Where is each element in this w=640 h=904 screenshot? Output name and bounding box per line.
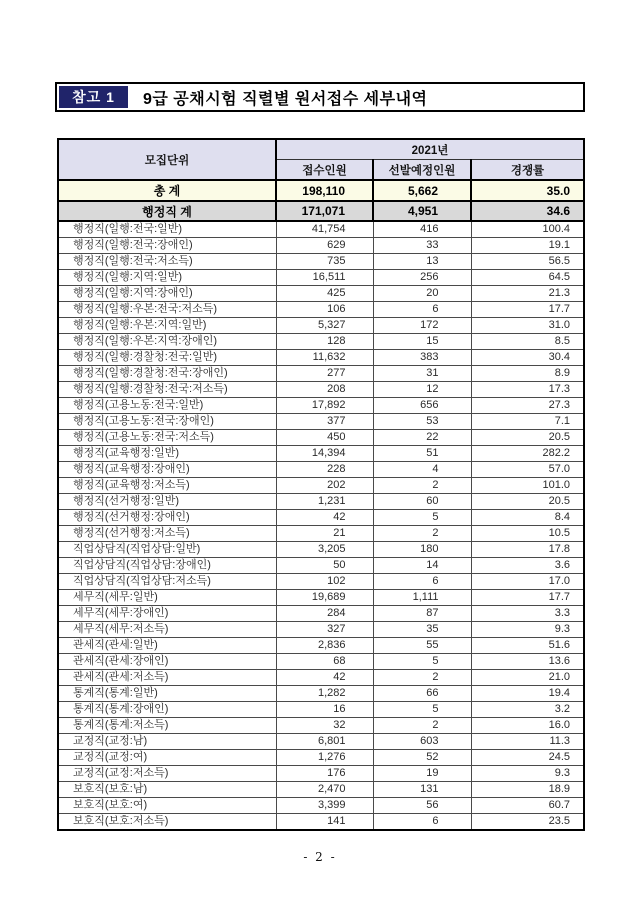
table-row [58, 180, 584, 201]
cell-unit: 세무직(세무:장애인) [58, 606, 276, 622]
table-row [58, 814, 584, 831]
cell-planned: 52 [373, 750, 471, 766]
cell-applicants: 21 [276, 526, 373, 542]
cell-unit: 보호직(보호:여) [58, 798, 276, 814]
col-header-applicants: 접수인원 [276, 160, 373, 181]
cell-ratio: 31.0 [471, 318, 584, 334]
table-row [58, 526, 584, 542]
cell-planned: 656 [373, 398, 471, 414]
cell-ratio: 16.0 [471, 718, 584, 734]
cell-planned: 20 [373, 286, 471, 302]
col-header-unit: 모집단위 [58, 139, 276, 180]
cell-ratio: 10.5 [471, 526, 584, 542]
cell-unit: 행정직(교육행정:저소득) [58, 478, 276, 494]
table-row [58, 510, 584, 526]
cell-ratio: 21.3 [471, 286, 584, 302]
table-row [58, 462, 584, 478]
cell-unit: 보호직(보호:남) [58, 782, 276, 798]
cell-applicants: 32 [276, 718, 373, 734]
cell-unit: 행정직(교육행정:일반) [58, 446, 276, 462]
table-body [58, 180, 584, 830]
table-row [58, 606, 584, 622]
cell-planned: 13 [373, 254, 471, 270]
table-header [58, 139, 584, 180]
cell-applicants: 425 [276, 286, 373, 302]
cell-ratio: 8.9 [471, 366, 584, 382]
cell-planned: 1,111 [373, 590, 471, 606]
cell-unit: 행정직 계 [58, 201, 276, 221]
cell-planned: 15 [373, 334, 471, 350]
cell-ratio: 21.0 [471, 670, 584, 686]
cell-applicants: 102 [276, 574, 373, 590]
table-row [58, 398, 584, 414]
cell-planned: 12 [373, 382, 471, 398]
cell-applicants: 208 [276, 382, 373, 398]
table-row [58, 702, 584, 718]
cell-planned: 2 [373, 526, 471, 542]
cell-planned: 35 [373, 622, 471, 638]
reference-badge: 참고 1 [59, 86, 128, 108]
cell-applicants: 17,892 [276, 398, 373, 414]
cell-applicants: 50 [276, 558, 373, 574]
recruitment-table [57, 138, 585, 831]
cell-ratio: 19.4 [471, 686, 584, 702]
cell-planned: 180 [373, 542, 471, 558]
col-header-planned: 선발예정인원 [373, 160, 471, 181]
cell-unit: 행정직(일행:전국:저소득) [58, 254, 276, 270]
cell-applicants: 141 [276, 814, 373, 831]
cell-unit: 통계직(통계:저소득) [58, 718, 276, 734]
cell-planned: 256 [373, 270, 471, 286]
cell-applicants: 68 [276, 654, 373, 670]
cell-ratio: 60.7 [471, 798, 584, 814]
table-row [58, 638, 584, 654]
title-box [55, 82, 585, 112]
table-row [58, 414, 584, 430]
cell-ratio: 17.3 [471, 382, 584, 398]
table-row [58, 478, 584, 494]
table-row [58, 542, 584, 558]
cell-unit: 행정직(교육행정:장애인) [58, 462, 276, 478]
cell-unit: 교정직(교정:저소득) [58, 766, 276, 782]
cell-applicants: 1,231 [276, 494, 373, 510]
cell-applicants: 171,071 [276, 201, 373, 221]
cell-unit: 보호직(보호:저소득) [58, 814, 276, 831]
table-row [58, 734, 584, 750]
cell-applicants: 735 [276, 254, 373, 270]
table-row [58, 350, 584, 366]
cell-ratio: 35.0 [471, 180, 584, 201]
cell-planned: 60 [373, 494, 471, 510]
cell-ratio: 18.9 [471, 782, 584, 798]
cell-planned: 66 [373, 686, 471, 702]
cell-planned: 22 [373, 430, 471, 446]
cell-ratio: 282.2 [471, 446, 584, 462]
page-number: - 2 - [303, 850, 337, 864]
table-row [58, 718, 584, 734]
cell-applicants: 450 [276, 430, 373, 446]
cell-applicants: 3,205 [276, 542, 373, 558]
cell-applicants: 16 [276, 702, 373, 718]
cell-applicants: 198,110 [276, 180, 373, 201]
cell-ratio: 23.5 [471, 814, 584, 831]
cell-applicants: 5,327 [276, 318, 373, 334]
cell-ratio: 20.5 [471, 494, 584, 510]
cell-applicants: 3,399 [276, 798, 373, 814]
cell-planned: 5 [373, 510, 471, 526]
cell-applicants: 2,836 [276, 638, 373, 654]
cell-unit: 행정직(일행:우본:지역:장애인) [58, 334, 276, 350]
cell-unit: 행정직(일행:우본:지역:일반) [58, 318, 276, 334]
table-row [58, 430, 584, 446]
cell-planned: 6 [373, 814, 471, 831]
cell-planned: 53 [373, 414, 471, 430]
table-row [58, 558, 584, 574]
table-row [58, 201, 584, 221]
cell-planned: 4 [373, 462, 471, 478]
cell-ratio: 19.1 [471, 238, 584, 254]
table-row [58, 670, 584, 686]
cell-unit: 교정직(교정:남) [58, 734, 276, 750]
cell-planned: 56 [373, 798, 471, 814]
col-header-year: 2021년 [276, 139, 584, 160]
cell-ratio: 24.5 [471, 750, 584, 766]
cell-ratio: 20.5 [471, 430, 584, 446]
cell-ratio: 8.4 [471, 510, 584, 526]
cell-planned: 19 [373, 766, 471, 782]
page-title: 9급 공채시험 직렬별 원서접수 세부내역 [143, 90, 428, 108]
table-row [58, 766, 584, 782]
cell-applicants: 202 [276, 478, 373, 494]
cell-unit: 행정직(선거행정:일반) [58, 494, 276, 510]
cell-planned: 55 [373, 638, 471, 654]
cell-unit: 교정직(교정:여) [58, 750, 276, 766]
cell-planned: 4,951 [373, 201, 471, 221]
cell-ratio: 17.7 [471, 302, 584, 318]
cell-unit: 행정직(고용노동:전국:저소득) [58, 430, 276, 446]
table-row [58, 302, 584, 318]
cell-ratio: 3.6 [471, 558, 584, 574]
cell-unit: 행정직(선거행정:장애인) [58, 510, 276, 526]
cell-unit: 행정직(일행:전국:일반) [58, 221, 276, 238]
cell-planned: 383 [373, 350, 471, 366]
cell-planned: 87 [373, 606, 471, 622]
cell-unit: 행정직(일행:우본:전국:저소득) [58, 302, 276, 318]
cell-applicants: 19,689 [276, 590, 373, 606]
cell-applicants: 1,276 [276, 750, 373, 766]
cell-unit: 직업상담직(직업상담:일반) [58, 542, 276, 558]
cell-applicants: 6,801 [276, 734, 373, 750]
cell-ratio: 3.3 [471, 606, 584, 622]
cell-planned: 5 [373, 702, 471, 718]
cell-ratio: 9.3 [471, 766, 584, 782]
table-row [58, 366, 584, 382]
table-row [58, 221, 584, 238]
cell-applicants: 42 [276, 670, 373, 686]
table-row [58, 798, 584, 814]
cell-applicants: 16,511 [276, 270, 373, 286]
cell-planned: 6 [373, 574, 471, 590]
cell-applicants: 42 [276, 510, 373, 526]
cell-planned: 172 [373, 318, 471, 334]
table-row [58, 446, 584, 462]
cell-unit: 관세직(관세:일반) [58, 638, 276, 654]
cell-ratio: 8.5 [471, 334, 584, 350]
cell-unit: 행정직(고용노동:전국:일반) [58, 398, 276, 414]
cell-planned: 5,662 [373, 180, 471, 201]
cell-unit: 행정직(고용노동:전국:장애인) [58, 414, 276, 430]
table-row [58, 686, 584, 702]
cell-unit: 행정직(일행:지역:일반) [58, 270, 276, 286]
cell-planned: 14 [373, 558, 471, 574]
table-row [58, 654, 584, 670]
cell-applicants: 277 [276, 366, 373, 382]
cell-unit: 행정직(선거행정:저소득) [58, 526, 276, 542]
cell-planned: 2 [373, 670, 471, 686]
cell-applicants: 377 [276, 414, 373, 430]
cell-unit: 직업상담직(직업상담:장애인) [58, 558, 276, 574]
cell-ratio: 101.0 [471, 478, 584, 494]
table-row [58, 270, 584, 286]
cell-planned: 33 [373, 238, 471, 254]
table-row [58, 750, 584, 766]
cell-ratio: 51.6 [471, 638, 584, 654]
cell-ratio: 17.8 [471, 542, 584, 558]
table-row [58, 590, 584, 606]
cell-ratio: 9.3 [471, 622, 584, 638]
cell-unit: 관세직(관세:저소득) [58, 670, 276, 686]
cell-ratio: 57.0 [471, 462, 584, 478]
cell-applicants: 128 [276, 334, 373, 350]
cell-applicants: 327 [276, 622, 373, 638]
cell-unit: 세무직(세무:저소득) [58, 622, 276, 638]
table-header-row-1 [58, 139, 584, 160]
cell-ratio: 34.6 [471, 201, 584, 221]
cell-applicants: 284 [276, 606, 373, 622]
cell-ratio: 30.4 [471, 350, 584, 366]
cell-planned: 2 [373, 718, 471, 734]
cell-ratio: 17.0 [471, 574, 584, 590]
cell-unit: 통계직(통계:장애인) [58, 702, 276, 718]
cell-ratio: 27.3 [471, 398, 584, 414]
cell-unit: 행정직(일행:경찰청:전국:저소득) [58, 382, 276, 398]
table-row [58, 782, 584, 798]
cell-unit: 관세직(관세:장애인) [58, 654, 276, 670]
cell-planned: 6 [373, 302, 471, 318]
col-header-ratio: 경쟁률 [471, 160, 584, 181]
cell-planned: 5 [373, 654, 471, 670]
cell-ratio: 56.5 [471, 254, 584, 270]
cell-unit: 행정직(일행:경찰청:전국:장애인) [58, 366, 276, 382]
cell-ratio: 64.5 [471, 270, 584, 286]
cell-planned: 603 [373, 734, 471, 750]
cell-applicants: 2,470 [276, 782, 373, 798]
cell-ratio: 13.6 [471, 654, 584, 670]
cell-unit: 행정직(일행:전국:장애인) [58, 238, 276, 254]
cell-applicants: 629 [276, 238, 373, 254]
table-row [58, 254, 584, 270]
table-row [58, 238, 584, 254]
cell-planned: 51 [373, 446, 471, 462]
table-row [58, 494, 584, 510]
cell-unit: 행정직(일행:지역:장애인) [58, 286, 276, 302]
cell-unit: 총 계 [58, 180, 276, 201]
cell-ratio: 17.7 [471, 590, 584, 606]
cell-applicants: 11,632 [276, 350, 373, 366]
cell-ratio: 7.1 [471, 414, 584, 430]
cell-planned: 31 [373, 366, 471, 382]
cell-planned: 131 [373, 782, 471, 798]
cell-ratio: 11.3 [471, 734, 584, 750]
cell-applicants: 106 [276, 302, 373, 318]
cell-unit: 통계직(통계:일반) [58, 686, 276, 702]
cell-unit: 행정직(일행:경찰청:전국:일반) [58, 350, 276, 366]
table-row [58, 574, 584, 590]
cell-planned: 416 [373, 221, 471, 238]
table-row [58, 318, 584, 334]
cell-applicants: 41,754 [276, 221, 373, 238]
cell-unit: 직업상담직(직업상담:저소득) [58, 574, 276, 590]
cell-applicants: 1,282 [276, 686, 373, 702]
cell-applicants: 14,394 [276, 446, 373, 462]
table-row [58, 286, 584, 302]
cell-planned: 2 [373, 478, 471, 494]
cell-applicants: 176 [276, 766, 373, 782]
table-row [58, 334, 584, 350]
table-row [58, 622, 584, 638]
cell-unit: 세무직(세무:일반) [58, 590, 276, 606]
table-row [58, 382, 584, 398]
cell-ratio: 3.2 [471, 702, 584, 718]
cell-ratio: 100.4 [471, 221, 584, 238]
cell-applicants: 228 [276, 462, 373, 478]
